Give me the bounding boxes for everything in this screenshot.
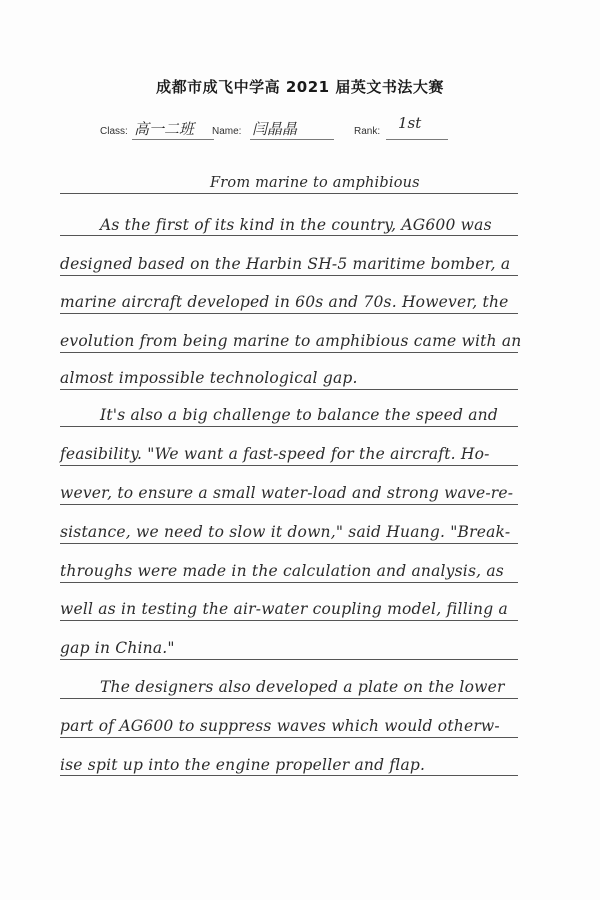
ruled-line	[60, 193, 518, 194]
essay-line: ise spit up into the engine propeller and flap.	[60, 756, 426, 774]
name-value: 闫晶晶	[252, 120, 298, 138]
essay-line: feasibility. "We want a fast-speed for the aircraft. Ho-	[60, 445, 490, 463]
ruled-line	[60, 582, 518, 583]
essay-line: It's also a big challenge to balance the speed and	[100, 406, 498, 424]
essay-line: designed based on the Harbin SH-5 maritime bomber, a	[60, 255, 511, 273]
ruled-line	[60, 426, 518, 427]
rank-label: Rank:	[354, 126, 381, 137]
essay-line: well as in testing the air-water coupling model, filling a	[60, 600, 508, 618]
ruled-line	[60, 698, 518, 699]
essay-line: throughs were made in the calculation and analysis, as	[60, 562, 504, 580]
ruled-line	[60, 775, 518, 776]
rank-field	[354, 114, 454, 142]
ruled-line	[60, 543, 518, 544]
essay-title: From marine to amphibious	[210, 175, 420, 191]
name-underline	[250, 139, 334, 140]
ruled-line	[60, 352, 518, 353]
ruled-line	[60, 235, 518, 236]
class-field	[100, 118, 220, 142]
essay-line: The designers also developed a plate on the lower	[100, 678, 505, 696]
ruled-line	[60, 389, 518, 390]
ruled-line	[60, 737, 518, 738]
ruled-line	[60, 659, 518, 660]
essay-line: part of AG600 to suppress waves which would otherw-	[60, 717, 500, 735]
rank-value: 1st	[398, 114, 422, 132]
essay-line: almost impossible technological gap.	[60, 369, 358, 387]
essay-line: gap in China."	[60, 639, 175, 657]
essay-line: wever, to ensure a small water-load and strong wave-re-	[60, 484, 514, 502]
class-label: Class:	[100, 126, 128, 137]
ruled-line	[60, 504, 518, 505]
page-title: 成都市成飞中学高 2021 届英文书法大赛	[156, 78, 444, 96]
name-field	[212, 118, 342, 142]
rank-underline	[386, 139, 448, 140]
ruled-line	[60, 465, 518, 466]
name-label: Name:	[212, 126, 242, 137]
essay-line: evolution from being marine to amphibious came with an	[60, 332, 522, 350]
class-value: 高一二班	[134, 120, 195, 138]
essay-line: marine aircraft developed in 60s and 70s. However, the	[60, 293, 509, 311]
class-underline	[132, 139, 214, 140]
ruled-line	[60, 313, 518, 314]
essay-line: sistance, we need to slow it down," said Huang. "Break-	[60, 523, 511, 541]
ruled-line	[60, 275, 518, 276]
essay-line: As the first of its kind in the country, AG600 was	[100, 216, 492, 234]
ruled-line	[60, 620, 518, 621]
